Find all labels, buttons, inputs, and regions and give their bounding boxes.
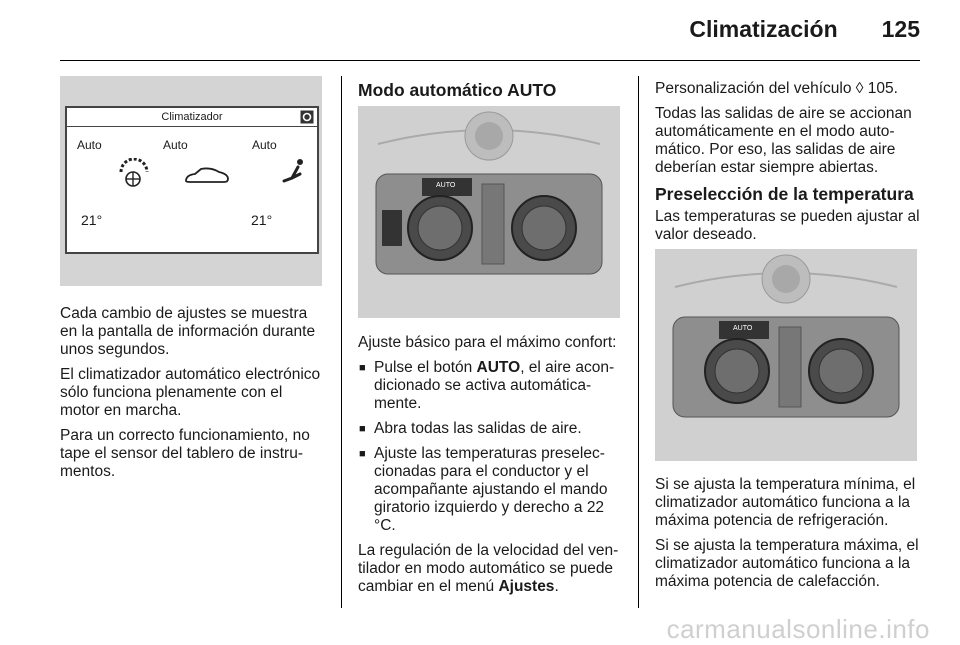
section-heading: Preselección de la temperatura [655,184,914,204]
column-divider-1 [341,76,342,608]
auto-label-mid: Auto [163,138,188,152]
temp-right: 21° [251,212,273,228]
control-panel-illustration [358,106,620,318]
paragraph: Si se ajusta la temperatura máxima, el climatizador automático funciona a la máxima potencia de calefacción. [655,537,919,590]
list-item: ■ Abra todas las salidas de aire. [358,420,626,438]
auto-button-label: AUTO [733,325,753,332]
display-figure [60,76,322,286]
column-divider-2 [638,76,639,608]
paragraph: El climatizador automático electrónico sólo funciona plenamente con el motor en marcha. [60,366,321,419]
column-3-top [655,80,923,251]
seat-airflow-icon [281,156,307,190]
paragraph: Si se ajusta la temperatura mínima, el climatizador automático funciona a la máxima potencia de refrigeración. [655,476,916,529]
fan-icon [115,158,151,188]
auto-label-right: Auto [252,138,277,152]
paragraph: Para un correcto funcionamiento, no tape el sensor del tablero de instrumentos. [60,427,310,480]
control-panel-figure [358,106,620,318]
car-icon [183,164,231,188]
list-item: ■ Pulse el botón AUTO, el aire acondicionado se activa automáticamente. [358,359,626,413]
bullet-list [358,359,626,535]
paragraph: Cada cambio de ajustes se muestra en la pantalla de información durante unos segundos. [60,305,316,358]
page-number: 125 [881,16,920,42]
settings-icon [300,110,314,124]
column-2-heading-wrap [358,80,624,104]
auto-button-label: AUTO [436,182,456,189]
page-header [689,16,920,43]
auto-label-left: Auto [77,138,102,152]
watermark: carmanualsonline.info [666,614,930,644]
section-heading: Modo automático AUTO [358,80,557,100]
column-1 [60,305,326,488]
list-item: ■ Ajuste las temperaturas preseleccionadas para el conductor y el acompañante ajustando el mando giratorio izquierdo y derecho a 22 °C. [358,445,626,535]
climate-display [65,106,319,254]
bold-term: Ajustes [498,578,555,595]
column-2 [358,334,626,603]
section-title: Climatización [689,16,838,42]
control-panel-illustration-2 [655,249,917,461]
header-rule [60,60,920,61]
display-title: Climatizador [67,108,317,127]
temp-left: 21° [81,212,103,228]
paragraph: Ajuste básico para el máximo confort: [358,334,617,351]
paragraph: Todas las salidas de aire se accionan automáticamente en el modo automático. Por eso, las salidas de aire deberían estar siempre abiertas. [655,105,912,176]
bold-term: AUTO [476,359,521,376]
column-3-bottom [655,476,925,598]
control-panel-figure-2 [655,249,917,461]
paragraph: Personalización del vehículo ◊ 105. [655,80,898,97]
paragraph: Las temperaturas se pueden ajustar al valor deseado. [655,208,920,243]
paragraph: La regulación de la velocidad del ventilador en modo automático se puede cambiar en el menú Ajustes. [358,542,619,595]
